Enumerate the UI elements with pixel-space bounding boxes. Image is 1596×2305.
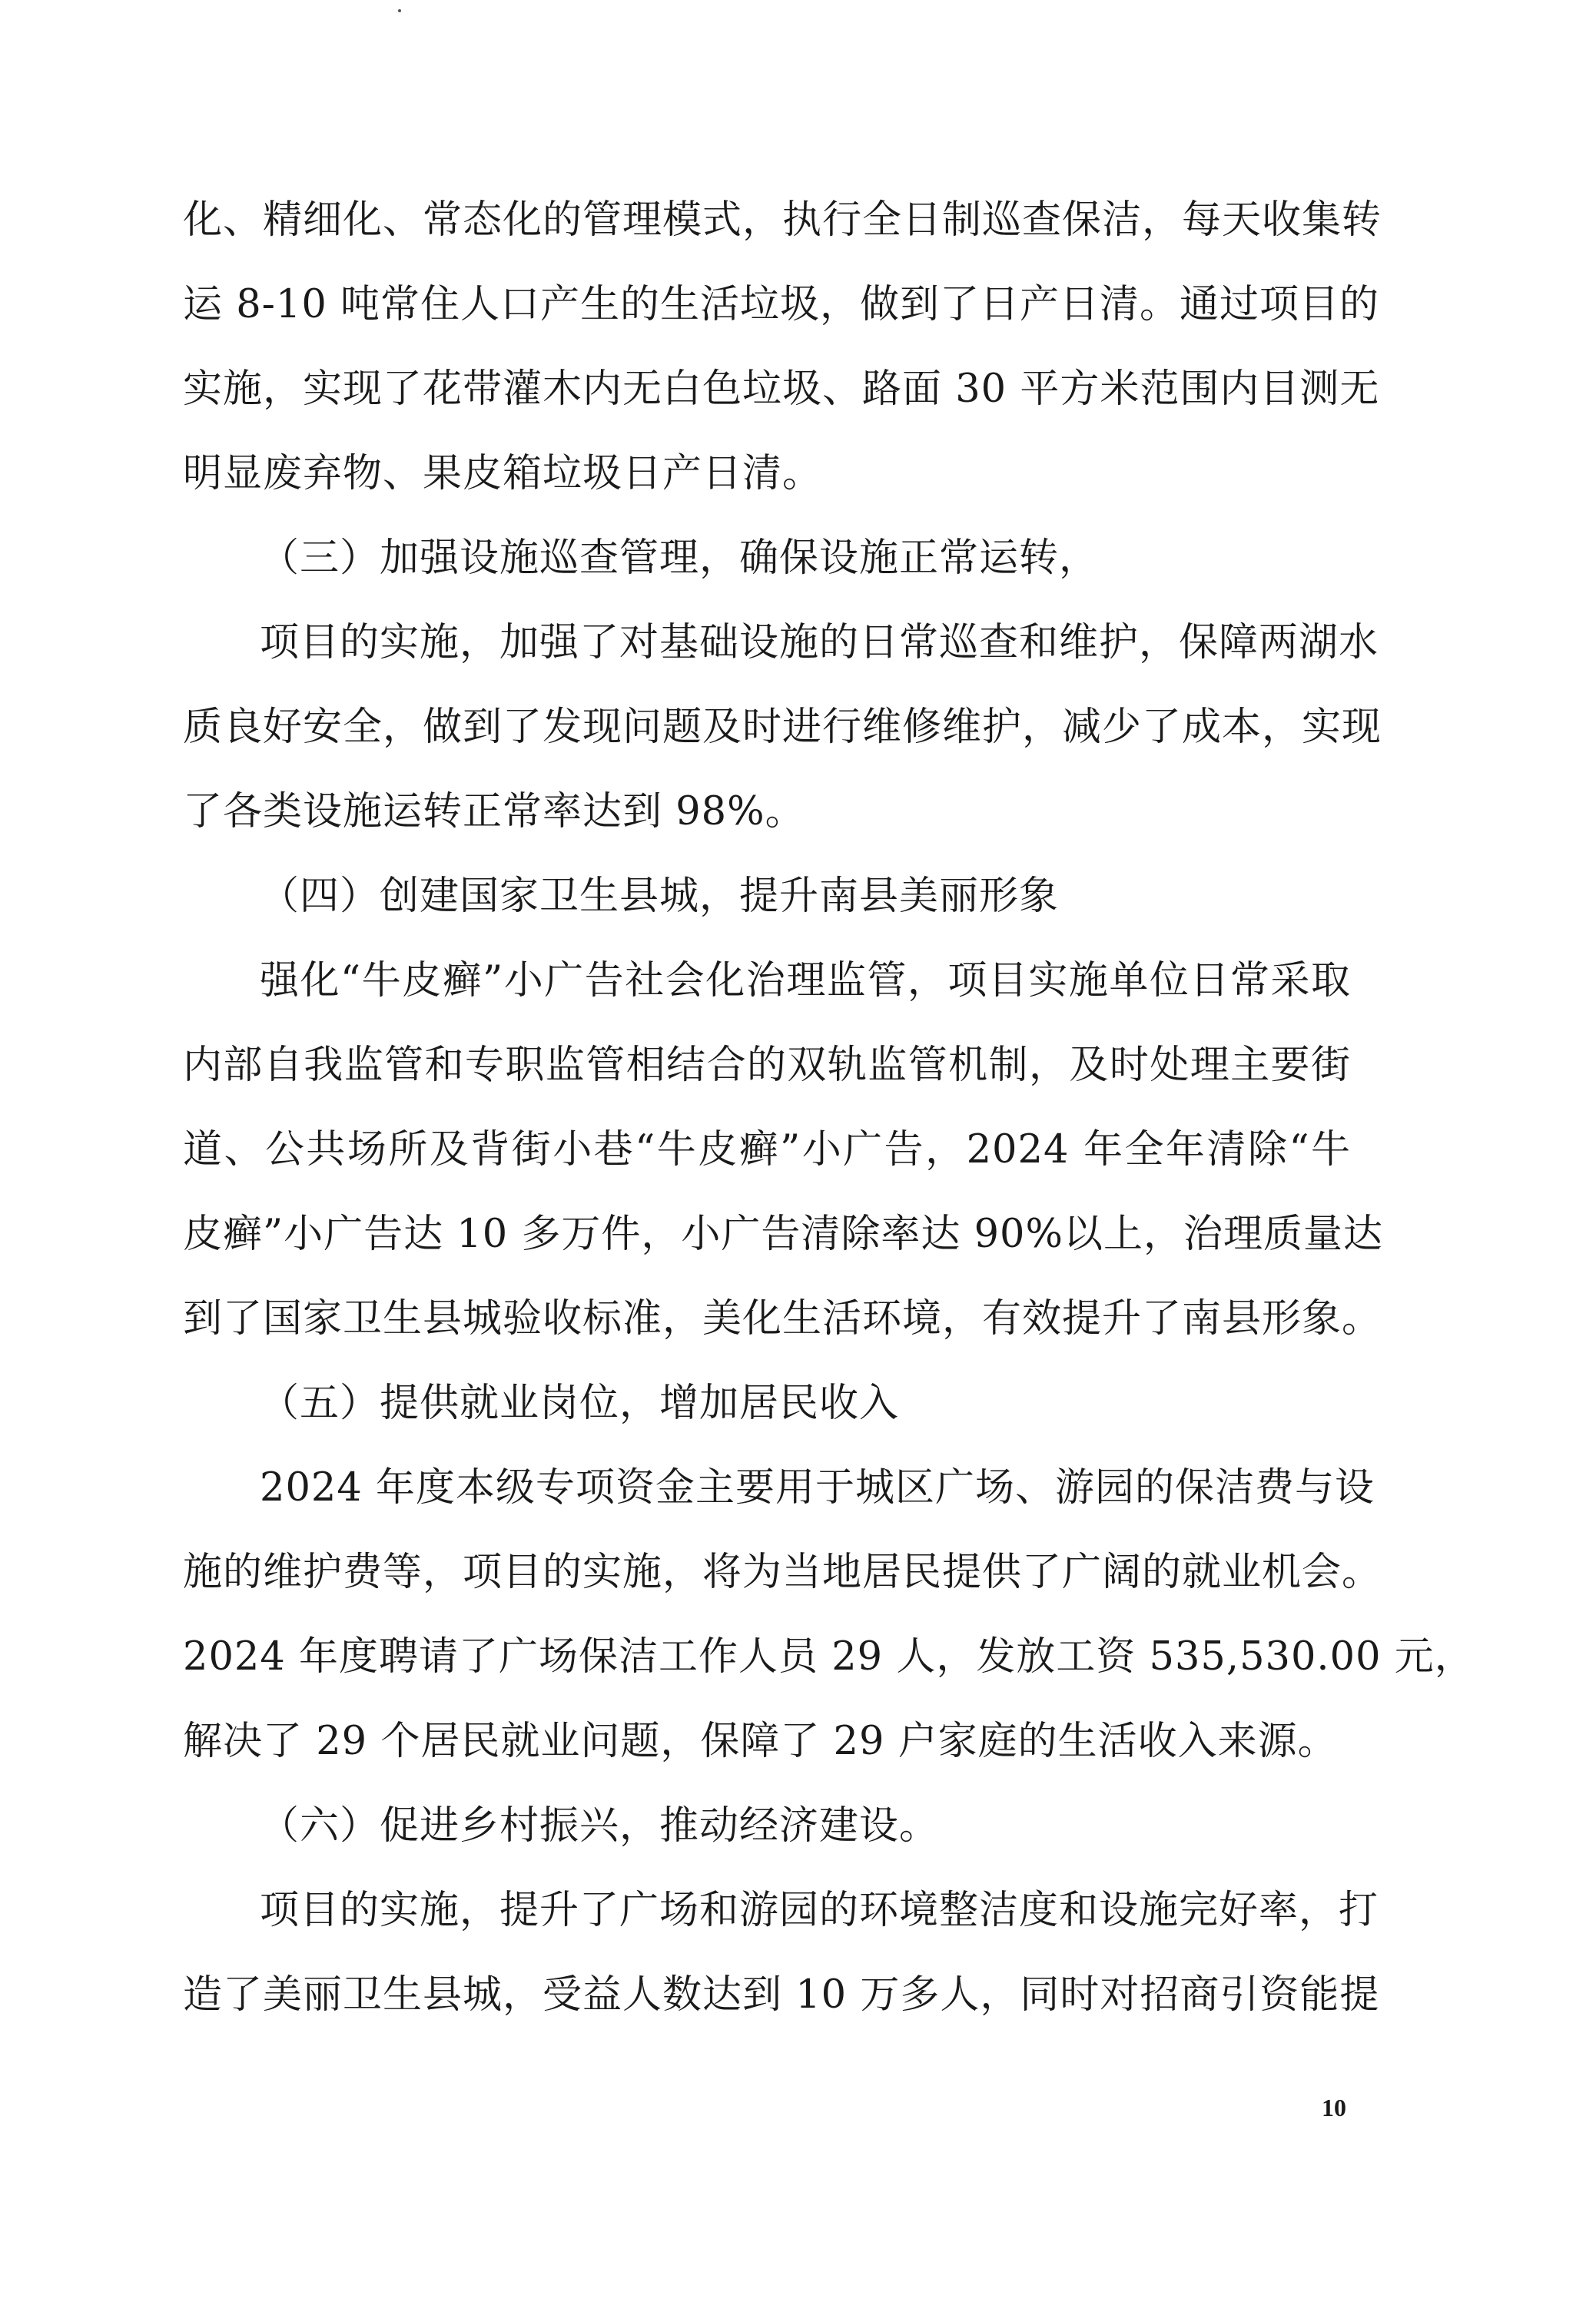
paragraph-line: 项目的实施，提升了广场和游园的环境整洁度和设施完好率，打 [260,1888,1379,1933]
paragraph-line: 了各类设施运转正常率达到 98%。 [183,789,805,834]
paragraph-line: 到了国家卫生县城验收标准，美化生活环境，有效提升了南县形象。 [183,1296,1382,1342]
paragraph-line: 皮癣”小广告达 10 多万件，小广告清除率达 90%以上，治理质量达 [183,1212,1383,1257]
paragraph-line: 造了美丽卫生县城，受益人数达到 10 万多人，同时对招商引资能提 [183,1972,1380,2018]
paragraph-line: 内部自我监管和专职监管相结合的双轨监管机制，及时处理主要街 [183,1043,1351,1088]
paragraph-line: 施的维护费等，项目的实施，将为当地居民提供了广阔的就业机会。 [183,1550,1382,1595]
paragraph-line: 解决了 29 个居民就业问题，保障了 29 户家庭的生活收入来源。 [183,1719,1338,1764]
paragraph-line: 项目的实施，加强了对基础设施的日常巡查和维护，保障两湖水 [260,620,1379,665]
page-number: 10 [1322,2094,1346,2121]
paragraph-line: 质良好安全，做到了发现问题及时进行维修维护，减少了成本，实现 [183,705,1382,750]
paragraph-line: 2024 年度聘请了广场保洁工作人员 29 人，发放工资 535,530.00 元， [183,1634,1475,1680]
paragraph-line: 2024 年度本级专项资金主要用于城区广场、游园的保洁费与设 [260,1465,1375,1511]
section-heading: （三）加强设施巡查管理，确保设施正常运转， [260,536,1100,581]
body-text [183,178,1475,2038]
paragraph-line: 道、公共场所及背街小巷“牛皮癣”小广告，2024 年全年清除“牛 [183,1127,1351,1172]
section-heading: （四）创建国家卫生县城，提升南县美丽形象 [260,874,1060,919]
paragraph-line: 化、精细化、常态化的管理模式，执行全日制巡查保洁，每天收集转 [183,197,1382,243]
paragraph-line: 实施，实现了花带灌木内无白色垃圾、路面 30 平方米范围内目测无 [183,366,1380,412]
section-heading: （五）提供就业岗位，增加居民收入 [260,1381,900,1426]
paragraph-line: 强化“牛皮癣”小广告社会化治理监管，项目实施单位日常采取 [260,958,1351,1003]
scan-speck [398,9,401,12]
paragraph-line: 运 8-10 吨常住人口产生的生活垃圾，做到了日产日清。通过项目的 [183,282,1380,327]
section-heading: （六）促进乡村振兴，推动经济建设。 [260,1803,940,1849]
paragraph-line: 明显废弃物、果皮箱垃圾日产日清。 [183,451,823,496]
